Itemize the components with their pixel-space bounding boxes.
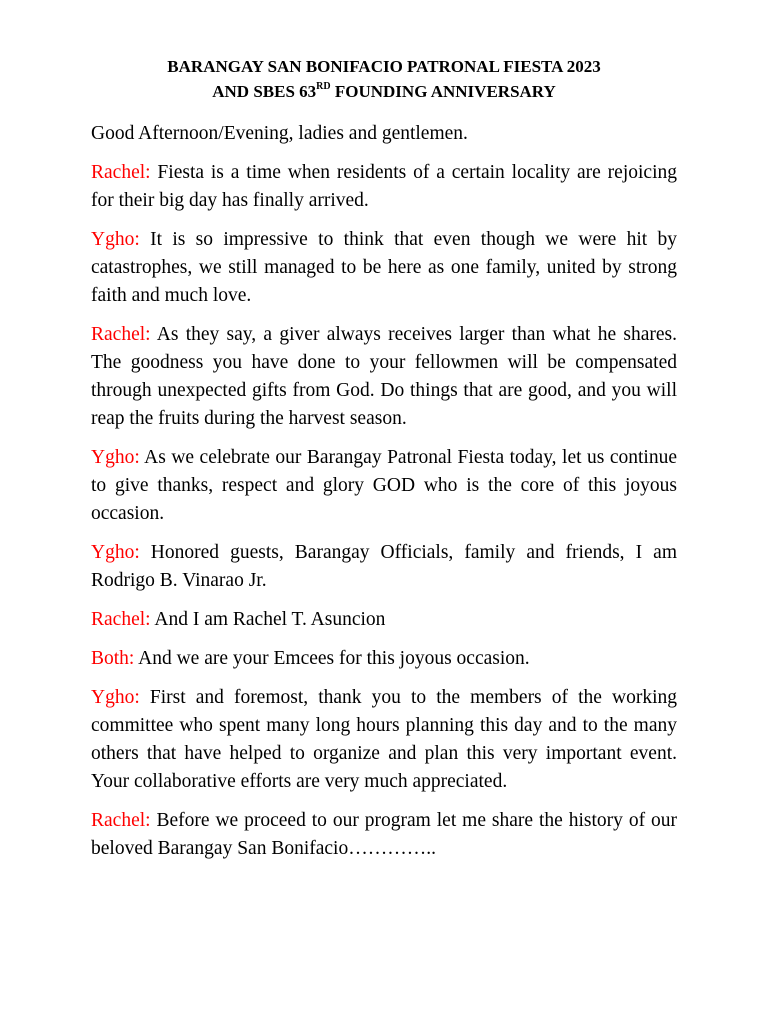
dialogue-text: It is so impressive to think that even though we were hit by catastrophes, we still managed to be here as one family, united by strong faith and much love. bbox=[91, 229, 677, 306]
speaker-label: Ygho: bbox=[91, 542, 140, 563]
script-body bbox=[91, 159, 677, 863]
title-line-1: BARANGAY SAN BONIFACIO PATRONAL FIESTA 2023 bbox=[167, 57, 601, 76]
title-line-2-suffix: FOUNDING ANNIVERSARY bbox=[330, 82, 556, 101]
dialogue-paragraph bbox=[91, 684, 677, 796]
speaker-label: Ygho: bbox=[91, 229, 140, 250]
speaker-label: Rachel: bbox=[91, 609, 151, 630]
speaker-label: Both: bbox=[91, 648, 135, 669]
dialogue-text: And we are your Emcees for this joyous occasion. bbox=[134, 648, 530, 669]
dialogue-text: Honored guests, Barangay Officials, family and friends, I am Rodrigo B. Vinarao Jr. bbox=[91, 542, 677, 591]
speaker-label: Ygho: bbox=[91, 687, 140, 708]
dialogue-paragraph bbox=[91, 321, 677, 433]
greeting-paragraph: Good Afternoon/Evening, ladies and gentlemen. bbox=[91, 123, 468, 144]
dialogue-paragraph bbox=[91, 159, 677, 215]
dialogue-text: First and foremost, thank you to the members of the working committee who spent many long hours planning this day and to the many others that have helped to organize and plan this very important event. Your collaborative efforts are very much appreciated. bbox=[91, 687, 677, 792]
speaker-label: Rachel: bbox=[91, 810, 151, 831]
dialogue-text: And I am Rachel T. Asuncion bbox=[150, 609, 386, 630]
dialogue-paragraph bbox=[91, 226, 677, 310]
document-title bbox=[91, 54, 677, 104]
speaker-label: Rachel: bbox=[91, 324, 151, 345]
dialogue-text: As they say, a giver always receives larger than what he shares. The goodness you have done to your fellowmen will be compensated through unexpected gifts from God. Do things that are good, and you will reap the fruits during the harvest season. bbox=[91, 324, 677, 429]
dialogue-text: Fiesta is a time when residents of a certain locality are rejoicing for their big day has finally arrived. bbox=[91, 162, 677, 211]
dialogue-paragraph bbox=[91, 539, 677, 595]
speaker-label: Rachel: bbox=[91, 162, 151, 183]
dialogue-text: As we celebrate our Barangay Patronal Fiesta today, let us continue to give thanks, respect and glory GOD who is the core of this joyous occasion. bbox=[91, 447, 677, 524]
dialogue-paragraph bbox=[91, 807, 677, 863]
title-line-2 bbox=[91, 79, 677, 104]
dialogue-paragraph bbox=[91, 606, 677, 634]
title-line-2-prefix: AND SBES 63 bbox=[212, 82, 317, 101]
speaker-label: Ygho: bbox=[91, 447, 140, 468]
dialogue-paragraph bbox=[91, 645, 677, 673]
dialogue-text: Before we proceed to our program let me share the history of our beloved Barangay San Bonifacio………….. bbox=[91, 810, 677, 859]
dialogue-paragraph bbox=[91, 444, 677, 528]
ordinal-suffix: RD bbox=[316, 81, 331, 92]
